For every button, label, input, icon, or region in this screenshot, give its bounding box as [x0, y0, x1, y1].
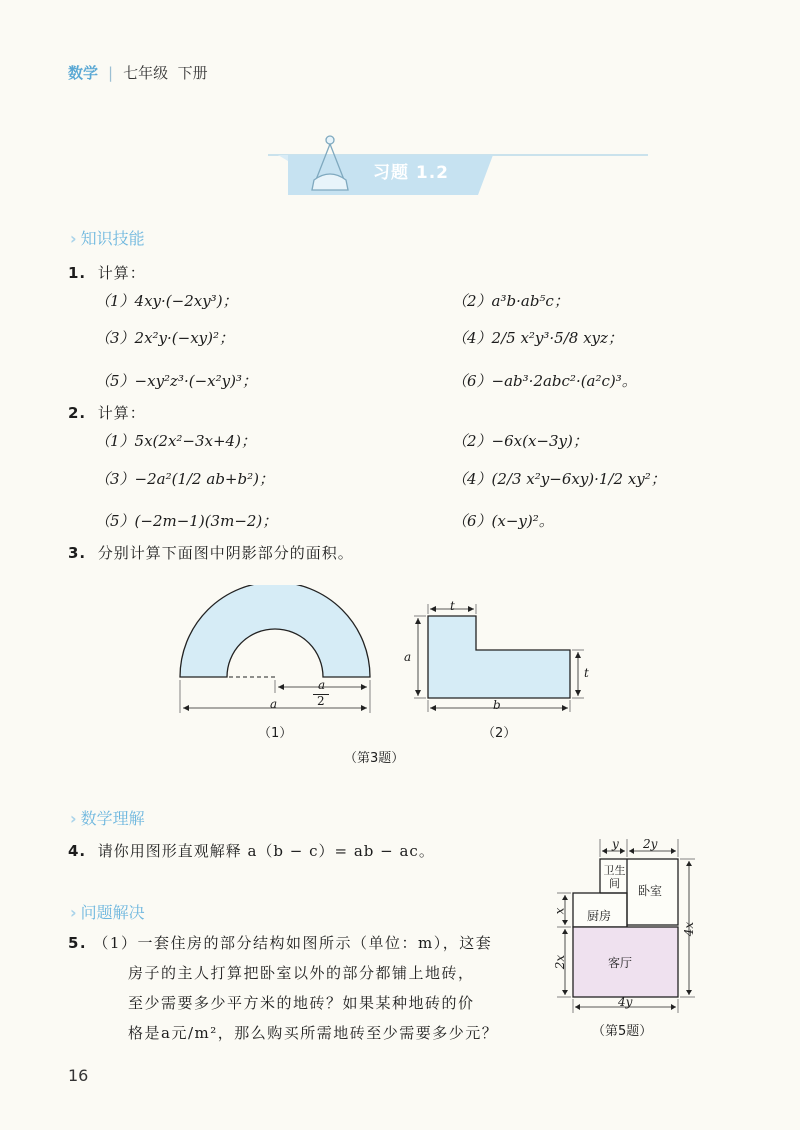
- chevron-right-icon: ›: [70, 229, 77, 248]
- q2-item-2: （2）−6x(x−3y)；: [452, 432, 588, 450]
- fig2-t-label: t: [450, 599, 455, 613]
- fig5-2x-label: 2x: [553, 954, 568, 970]
- q2-item-1: （1）5x(2x²−3x+4)；: [95, 432, 256, 450]
- q2-item-6: （6）(x−y)²。: [452, 512, 554, 530]
- fig1-a-label: a: [270, 697, 278, 711]
- question-2-stem: 2. 计算：: [68, 404, 146, 422]
- chevron-right-icon: ›: [70, 903, 77, 922]
- q1-item-1: （1）4xy·(−2xy³)；: [95, 292, 238, 310]
- fig5-kitchen: 厨房: [587, 909, 612, 923]
- q2-item-4: （4）(2/3 x²y−6xy)·1/2 xy²；: [452, 470, 666, 488]
- header-subject: 数学: [68, 64, 99, 82]
- fig5-4x-label: 4x: [682, 921, 697, 937]
- fig1-label: （1）: [258, 726, 293, 741]
- fig2-label: （2）: [482, 726, 517, 741]
- exercise-title: 习题 1.2: [372, 163, 450, 183]
- q1-item-3: （3）2x²y·(−xy)²；: [95, 329, 235, 347]
- q2-item-5: （5）(−2m−1)(3m−2)；: [95, 512, 278, 530]
- fig1-half-a-numerator: a: [318, 678, 326, 692]
- header-volume: 下册: [177, 64, 208, 82]
- q2-item-3: （3）−2a²(1/2 ab+b²)；: [95, 470, 274, 488]
- section-heading-skills: › 知识技能: [70, 229, 145, 248]
- running-header: [68, 62, 208, 83]
- fig5-bedroom: 卧室: [638, 884, 663, 898]
- figure-3-caption: （第3题）: [344, 751, 405, 766]
- question-3-stem: 3. 分别计算下面图中阴影部分的面积。: [68, 544, 354, 562]
- q5-line-1: 5. （1）一套住房的部分结构如图所示（单位：m），这套: [68, 934, 493, 952]
- fig2-b-label: b: [493, 698, 501, 712]
- fig5-living-room: 客厅: [608, 956, 633, 970]
- q5-line-3: 至少需要多少平方米的地砖？如果某种地砖的价: [128, 994, 475, 1012]
- fig2-right-t-label: t: [584, 666, 589, 680]
- q1-item-5: （5）−xy²z³·(−x²y)³；: [95, 372, 257, 390]
- header-book: 七年级: [123, 64, 169, 82]
- header-divider: |: [108, 64, 114, 82]
- fig5-bathroom: 卫生 间: [603, 864, 626, 890]
- fig2-a-label: a: [404, 650, 412, 664]
- page-number: 16: [68, 1066, 89, 1085]
- fig5-4y-label: 4y: [618, 995, 633, 1009]
- q1-item-2: （2）a³b·ab⁵c；: [452, 292, 569, 310]
- q1-item-6: （6）−ab³·2abc²·(a²c)³。: [452, 372, 637, 390]
- question-4: 4. 请你用图形直观解释 a（b − c）= ab − ac。: [68, 842, 435, 860]
- figure-5-caption: （第5题）: [592, 1024, 653, 1039]
- q5-line-2: 房子的主人打算把卧室以外的部分都铺上地砖，: [128, 964, 475, 982]
- fig5-2y-label: 2y: [643, 837, 658, 851]
- fig5-x-label: x: [552, 907, 567, 915]
- figure-3-1-half-annulus: [170, 585, 380, 745]
- question-5: [68, 928, 548, 1048]
- section-heading-problem-solving: › 问题解决: [70, 903, 145, 922]
- q5-line-4: 格是a元/m²，那么购买所需地砖至少需要多少元？: [128, 1024, 499, 1042]
- exercise-title-banner: [268, 128, 648, 208]
- section-heading-understanding: › 数学理解: [70, 809, 145, 828]
- q1-item-4: （4）2/5 x²y³·5/8 xyz；: [452, 329, 623, 347]
- chevron-right-icon: ›: [70, 809, 77, 828]
- question-1-stem: 1. 计算：: [68, 264, 146, 282]
- fig1-half-a-denominator: 2: [317, 694, 325, 708]
- fig5-y-label: y: [612, 837, 619, 851]
